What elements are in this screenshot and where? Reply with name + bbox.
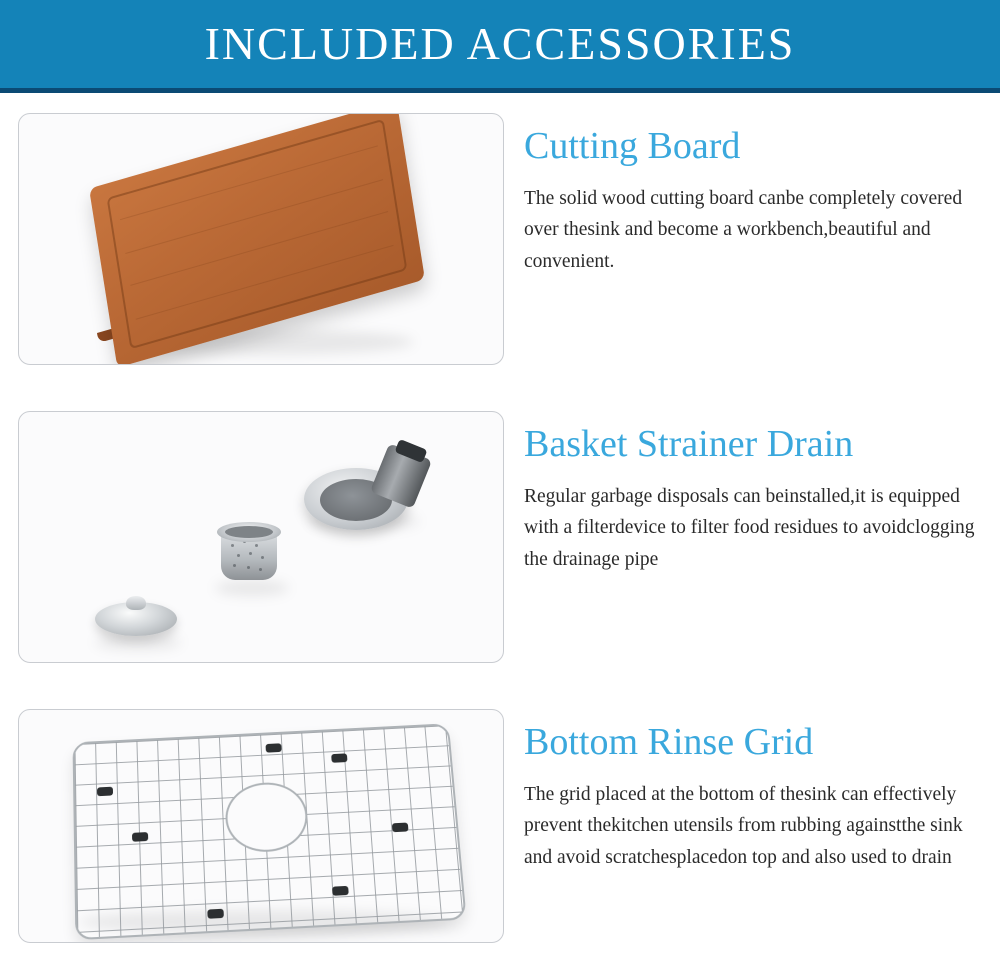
grid-foot bbox=[331, 753, 347, 762]
basket-perforation bbox=[247, 566, 250, 569]
bottom-rinse-grid-photo bbox=[18, 709, 504, 943]
accessory-description-bottom-rinse-grid: The grid placed at the bottom of thesink can effectively prevent thekitchen utensils from rubbing againstthe sink and avoid scratchesplacedon top and also used to drain bbox=[524, 783, 963, 869]
basket-perforation bbox=[233, 564, 236, 567]
strainer-basket bbox=[217, 522, 281, 586]
board-surface bbox=[89, 113, 425, 365]
rinse-grid-illustration bbox=[72, 723, 462, 936]
grid-foot bbox=[392, 823, 409, 833]
basket-perforation bbox=[261, 556, 264, 559]
accessory-item-bottom-rinse-grid bbox=[0, 709, 1000, 943]
cutting-board-illustration bbox=[97, 144, 437, 334]
grid-foot bbox=[332, 886, 349, 896]
basket-perforation bbox=[237, 554, 240, 557]
drain-stopper bbox=[95, 596, 177, 638]
accessory-description-cutting-board: The solid wood cutting board canbe completely covered over thesink and become a workbench,beautiful and convenient. bbox=[524, 187, 963, 273]
basket-strainer-drain-photo bbox=[18, 411, 504, 663]
accessory-title-cutting-board: Cutting Board bbox=[524, 125, 741, 167]
grid-foot bbox=[207, 909, 224, 919]
basket-perforation bbox=[249, 552, 252, 555]
grid-foot bbox=[97, 787, 113, 797]
strainer-drain-assembly bbox=[304, 450, 424, 526]
grid-foot bbox=[265, 743, 281, 752]
basket-perforation bbox=[259, 568, 262, 571]
page-title: INCLUDED ACCESSORIES bbox=[204, 18, 796, 69]
cutting-board-text-column bbox=[504, 113, 982, 278]
basket-perforation bbox=[231, 544, 234, 547]
accessory-item-basket-strainer-drain bbox=[0, 411, 1000, 663]
cutting-board-photo bbox=[18, 113, 504, 365]
stopper-knob bbox=[126, 596, 146, 610]
accessory-description-basket-strainer-drain: Regular garbage disposals can beinstalled,it is equipped with a filterdevice to filter food residues to avoidclogging the drainage pipe bbox=[524, 485, 975, 571]
grid-foot bbox=[132, 832, 148, 842]
accessory-title-basket-strainer-drain: Basket Strainer Drain bbox=[524, 423, 854, 465]
accessory-title-bottom-rinse-grid: Bottom Rinse Grid bbox=[524, 721, 814, 763]
bottom-rinse-grid-text-column bbox=[504, 709, 982, 874]
basket-perforation bbox=[255, 544, 258, 547]
header-underline-divider bbox=[0, 88, 1000, 93]
page-header-banner bbox=[0, 0, 1000, 88]
basket-strainer-drain-text-column bbox=[504, 411, 982, 576]
accessories-list bbox=[0, 113, 1000, 943]
basket-rim-inner bbox=[225, 526, 273, 538]
accessory-item-cutting-board bbox=[0, 113, 1000, 365]
